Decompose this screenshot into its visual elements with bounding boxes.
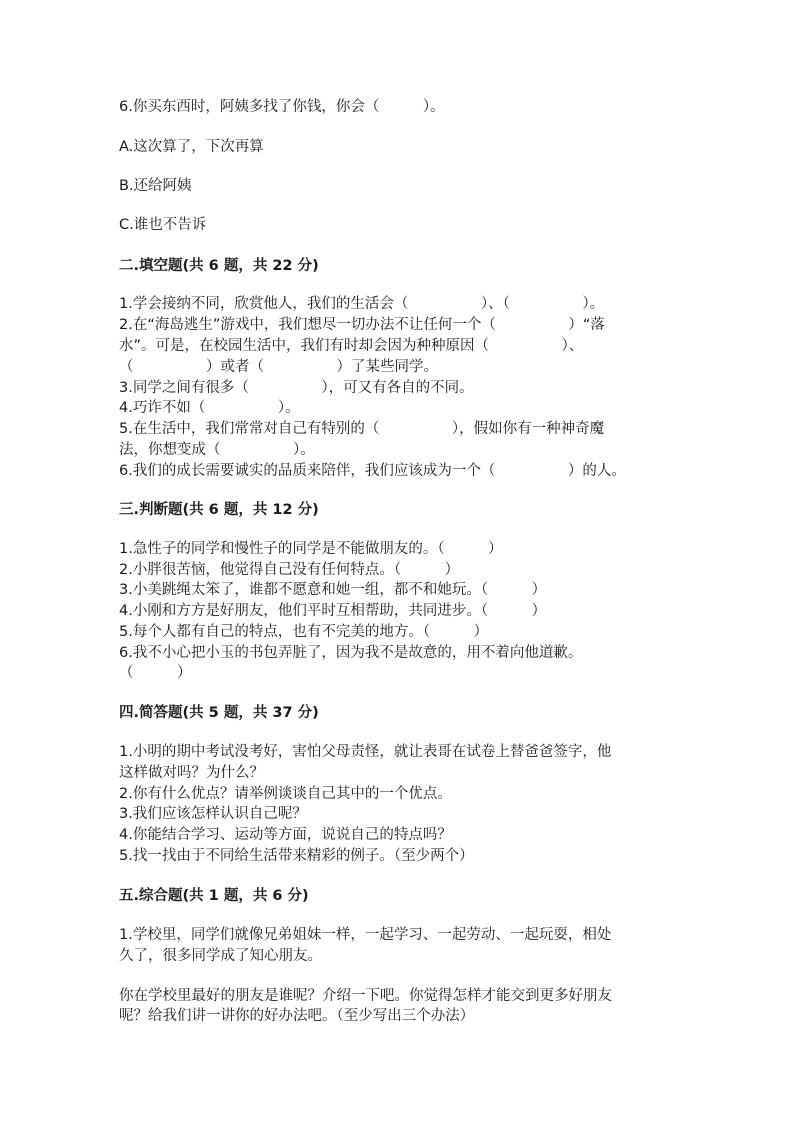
synth-line-1: 1.学校里，同学们就像兄弟姐妹一样，一起学习、一起劳动、一起玩耍，相处 [119,927,612,943]
fill-line-5: 3.同学之间有很多（ ），可又有各自的不同。 [119,380,474,396]
synth-section-heading: 五.综合题(共 1 题，共 6 分) [119,888,309,904]
fill-section-heading: 二.填空题(共 6 题，共 22 分) [119,258,319,274]
fill-line-7: 5.在生活中，我们常常对自己有特别的（ ），假如你有一种神奇魔 [119,421,605,437]
short-section-heading: 四.简答题(共 5 题，共 37 分) [119,705,319,721]
short-line-1: 1.小明的期中考试没考好，害怕父母责怪，就让表哥在试卷上替爸爸签字，他 [119,744,612,760]
fill-line-4: （ ）或者（ ）了某些同学。 [119,359,438,375]
judge-line-1: 1.急性子的同学和慢性子的同学是不能做朋友的。（ ） [119,541,503,557]
synth-line-2: 久了，很多同学成了知心朋友。 [119,948,322,964]
option-a: A.这次算了，下次再算 [119,139,264,155]
option-c: C.谁也不告诉 [119,217,207,233]
fill-line-6: 4.巧诈不如（ ）。 [119,400,300,416]
short-line-3: 2.你有什么优点？请举例谈谈自己其中的一个优点。 [119,786,452,802]
question-6: 6.你买东西时，阿姨多找了你钱，你会（ ）。 [119,99,445,115]
judge-section-heading: 三.判断题(共 6 题，共 12 分) [119,502,319,518]
judge-line-6: 6.我不小心把小玉的书包弄脏了，因为我不是故意的，用不着向他道歉。 [119,645,583,661]
judge-line-4: 4.小刚和方方是好朋友，他们平时互相帮助，共同进步。（ ） [119,603,547,619]
fill-line-1: 1.学会接纳不同，欣赏他人，我们的生活会（ ）、（ ）。 [119,296,605,312]
synth-line-3: 你在学校里最好的朋友是谁呢？介绍一下吧。你觉得怎样才能交到更多好朋友 [119,988,612,1004]
fill-line-8: 法，你想变成（ ）。 [119,442,315,458]
short-line-4: 3.我们应该怎样认识自己呢？ [119,806,307,822]
fill-line-9: 6.我们的成长需要诚实的品质来陪伴，我们应该成为一个（ ）的人。 [119,463,626,479]
option-b: B.还给阿姨 [119,178,192,194]
short-line-2: 这样做对吗？为什么？ [119,765,264,781]
judge-line-7: （ ） [119,665,192,681]
short-line-5: 4.你能结合学习、运动等方面，说说自己的特点吗？ [119,827,452,843]
synth-line-4: 呢？给我们讲一讲你的好办法吧。（至少写出三个办法） [119,1008,475,1024]
judge-line-5: 5.每个人都有自己的特点，也有不完美的地方。（ ） [119,624,489,640]
fill-line-2: 2.在“海岛逃生”游戏中，我们想尽一切办法不让任何一个（ ）“落 [119,317,605,333]
judge-line-3: 3.小美跳绳太笨了，谁都不愿意和她一组，都不和她玩。（ ） [119,582,547,598]
short-line-6: 5.找一找由于不同给生活带来精彩的例子。（至少两个） [119,848,474,864]
judge-line-2: 2.小胖很苦恼，他觉得自己没有任何特点。（ ） [119,562,460,578]
fill-line-3: 水”。可是，在校园生活中，我们有时却会因为种种原因（ ）、 [119,338,584,354]
